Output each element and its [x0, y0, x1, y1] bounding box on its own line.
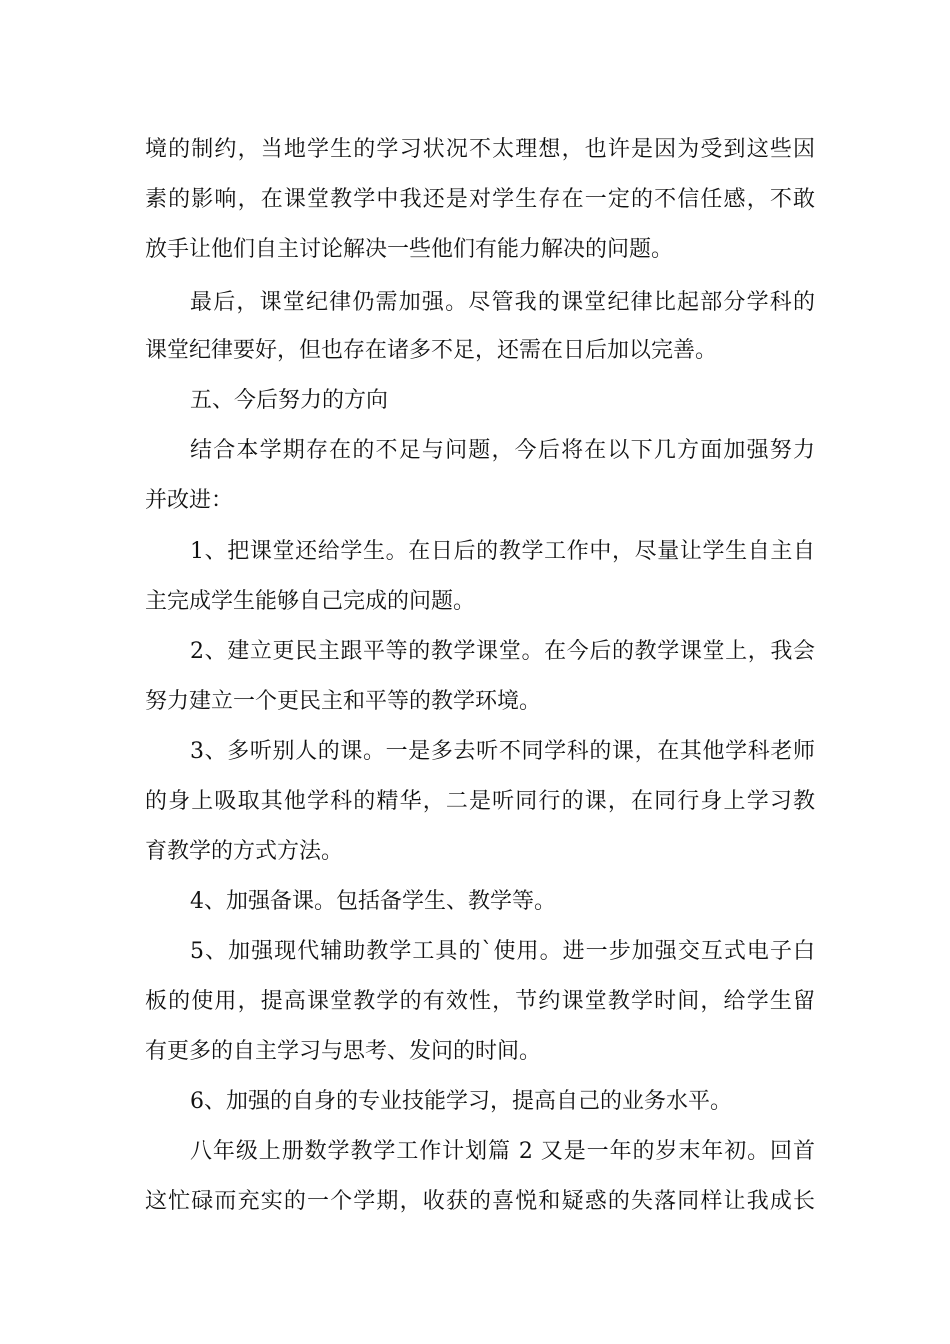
- text-line: 并改进：: [145, 488, 234, 513]
- text-line: 课堂纪律要好，但也存在诸多不足，还需在日后加以完善。: [145, 338, 718, 363]
- text-line: 6、加强的自身的专业技能学习，提高自己的业务水平。: [190, 1089, 732, 1114]
- text-line: 放手让他们自主讨论解决一些他们有能力解决的问题。: [145, 237, 674, 262]
- text-line: 这忙碌而充实的一个学期，收获的喜悦和疑惑的失落同样让我成长: [145, 1189, 815, 1214]
- text-line: 3、多听别人的课。一是多去听不同学科的课，在其他学科老师: [190, 739, 815, 764]
- text-line: 育教学的方式方法。: [145, 839, 344, 864]
- text-line: 主完成学生能够自己完成的问题。: [145, 589, 476, 614]
- text-line: 1、把课堂还给学生。在日后的教学工作中，尽量让学生自主自: [190, 539, 815, 564]
- text-line: 的身上吸取其他学科的精华，二是听同行的课，在同行身上学习教: [145, 789, 815, 814]
- text-line: 八年级上册数学教学工作计划篇 2 又是一年的岁末年初。回首: [190, 1139, 815, 1164]
- text-line: 4、加强备课。包括备学生、教学等。: [190, 889, 556, 914]
- text-line: 板的使用，提高课堂教学的有效性，节约课堂教学时间，给学生留: [145, 989, 815, 1014]
- text-line: 5、加强现代辅助教学工具的`使用。进一步加强交互式电子白: [190, 939, 815, 964]
- text-line: 努力建立一个更民主和平等的教学环境。: [145, 689, 542, 714]
- text-line: 2、建立更民主跟平等的教学课堂。在今后的教学课堂上，我会: [190, 639, 815, 664]
- text-line: 素的影响，在课堂教学中我还是对学生存在一定的不信任感，不敢: [145, 187, 815, 212]
- text-line: 有更多的自主学习与思考、发问的时间。: [145, 1039, 542, 1064]
- text-line: 最后，课堂纪律仍需加强。尽管我的课堂纪律比起部分学科的: [190, 290, 815, 315]
- text-line: 境的制约，当地学生的学习状况不太理想，也许是因为受到这些因: [145, 137, 815, 162]
- text-line: 结合本学期存在的不足与问题，今后将在以下几方面加强努力: [190, 438, 815, 463]
- section-heading: 五、今后努力的方向: [190, 388, 389, 413]
